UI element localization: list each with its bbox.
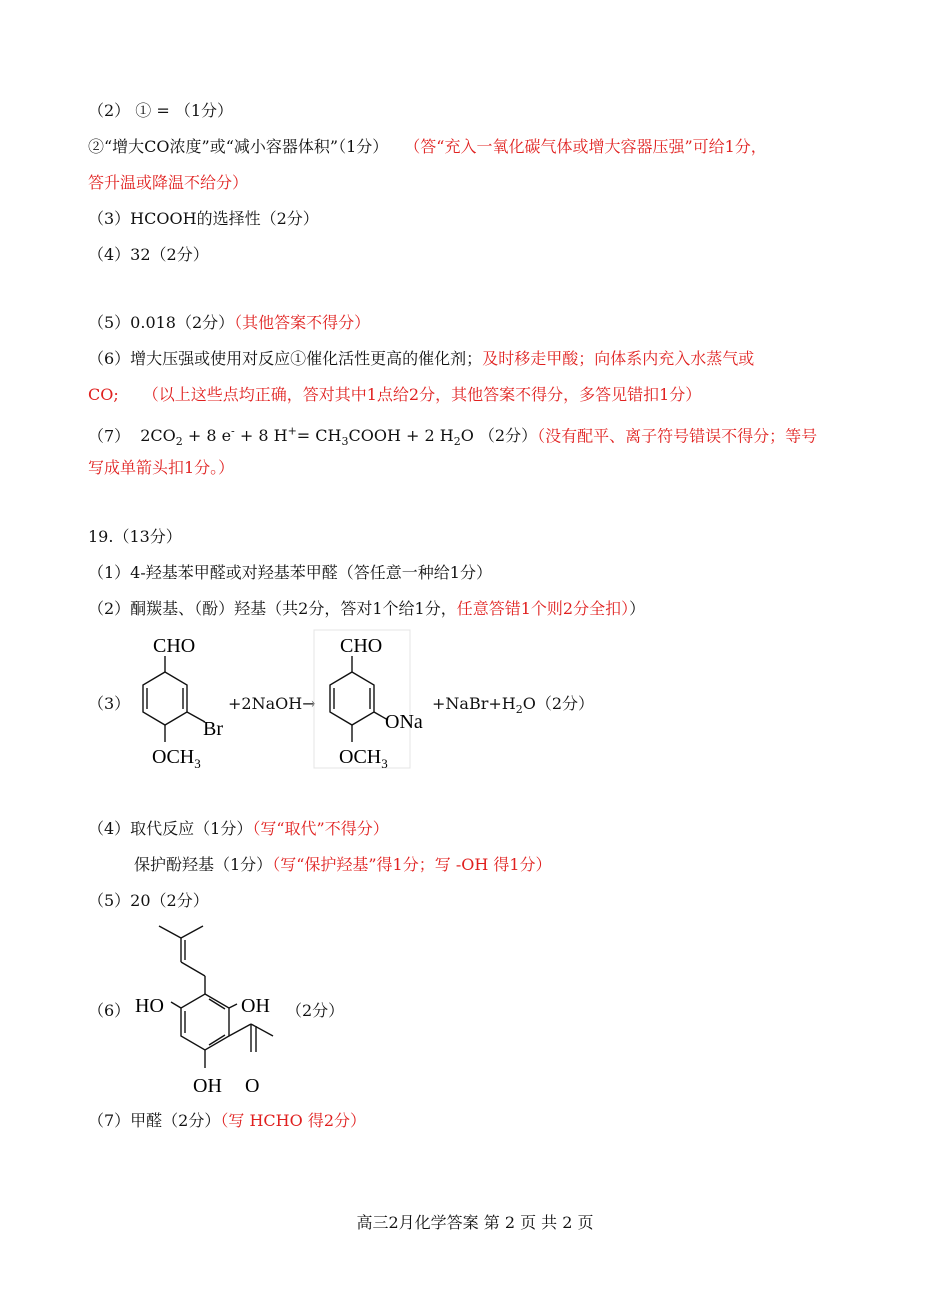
q19-part4-second-answer: 保护酚羟基（1分） xyxy=(134,855,273,874)
q19-part5: （5）20（2分） xyxy=(88,891,209,910)
q19-part7 xyxy=(88,1110,366,1132)
q18-part3: （3）HCOOH的选择性（2分） xyxy=(88,209,319,228)
q19-part3-reagent: +2NaOH→ xyxy=(228,694,316,713)
q19-part2-note: 任意答错1个则2分全扣） xyxy=(456,599,630,618)
q18-part2-2 xyxy=(88,136,767,158)
q19-part4 xyxy=(88,818,389,840)
q18-part6 xyxy=(88,348,754,370)
q18-part7-equation: $2CO_2 + 8$ e- + 8 $H^+= CH_3COOH + 2$ $H_2O$ （2分） xyxy=(140,425,538,449)
part6-oh-bottom: OH xyxy=(193,1075,222,1097)
reactant-och3-label: $OCH_3$ xyxy=(152,746,201,771)
q18-part2-2-note-cont: 答升温或降温不给分） xyxy=(88,173,249,192)
product-och3-label: $OCH_3$ xyxy=(339,746,388,771)
reactant-cho-label: CHO xyxy=(153,635,196,657)
q18-part5 xyxy=(88,312,370,334)
q18-part2-1: （2） ① = （1分） xyxy=(88,101,234,120)
q18-part7-label: （7） xyxy=(88,426,131,446)
q19-part1: （1）4-羟基苯甲醛或对羟基苯甲醛（答任意一种给1分） xyxy=(88,563,492,582)
reactant-br-label: Br xyxy=(203,718,223,740)
q18-part5-answer: （5）0.018（2分） xyxy=(88,313,235,332)
q19-part4-answer: （4）取代反应（1分） xyxy=(88,819,253,838)
q19-part6-score: （2分） xyxy=(286,1001,345,1020)
q19-part6-label: （6） xyxy=(88,1001,131,1020)
q18-part4: （4）32（2分） xyxy=(88,245,209,264)
product-cho-label: CHO xyxy=(340,635,383,657)
q18-part7-note: （没有配平、离子符号错误不得分；等号 xyxy=(537,426,818,446)
q18-part6-answer: （6）增大压强或使用对反应①催化活性更高的催化剂； xyxy=(88,349,483,368)
q19-title: 19.（13分） xyxy=(88,527,182,546)
q18-part6-note: （以上这些点均正确，答对其中1点给2分，其他答案不得分，多答见错扣1分） xyxy=(142,385,702,404)
page-footer: 高三2月化学答案 第 2 页 共 2 页 xyxy=(356,1213,594,1232)
part6-o: O xyxy=(245,1075,260,1097)
q18-part2-2-answer: ②“增大CO浓度”或“减小容器体积”（1分） xyxy=(88,137,389,156)
q19-part7-answer: （7）甲醛（2分） xyxy=(88,1111,221,1130)
product-structure xyxy=(312,628,432,776)
q18-part2-2-note: （答“充入一氧化碳气体或增大容器压强”可给1分， xyxy=(404,137,767,156)
q18-part6-co: CO; xyxy=(88,385,119,404)
q18-part7-note-cont: 写成单箭头扣1分。） xyxy=(88,458,235,477)
q19-part4-note: （写“取代”不得分） xyxy=(252,819,389,838)
q19-part3-label: （3） xyxy=(88,694,131,713)
q18-part7 xyxy=(88,421,817,454)
q18-part6-line2 xyxy=(88,384,701,406)
q19-part4-second-note: （写“保护羟基”得1分；写 -OH 得1分） xyxy=(272,855,552,874)
product-ona-label: ONa xyxy=(385,711,423,733)
q19-part4-second xyxy=(134,854,552,876)
part6-oh-right: OH xyxy=(241,995,270,1017)
q19-part3-products: $+NaBr+H_2O(2$分） xyxy=(432,694,595,717)
q19-part2: （2）酮羰基、（酚）羟基（共2分，答对1个给1分，任意答错1个则2分全扣）） xyxy=(88,599,646,618)
q19-part2-answer: （2）酮羰基、（酚）羟基（共2分，答对1个给1分， xyxy=(88,599,457,618)
part6-ho-left: HO xyxy=(135,995,164,1017)
q18-part5-note: （其他答案不得分） xyxy=(234,313,371,332)
q19-part7-note: （写 HCHO 得2分） xyxy=(220,1111,366,1130)
reactant-structure xyxy=(125,628,235,776)
q18-part6-answer-cont: 及时移走甲酸；向体系内充入水蒸气或 xyxy=(482,349,755,368)
